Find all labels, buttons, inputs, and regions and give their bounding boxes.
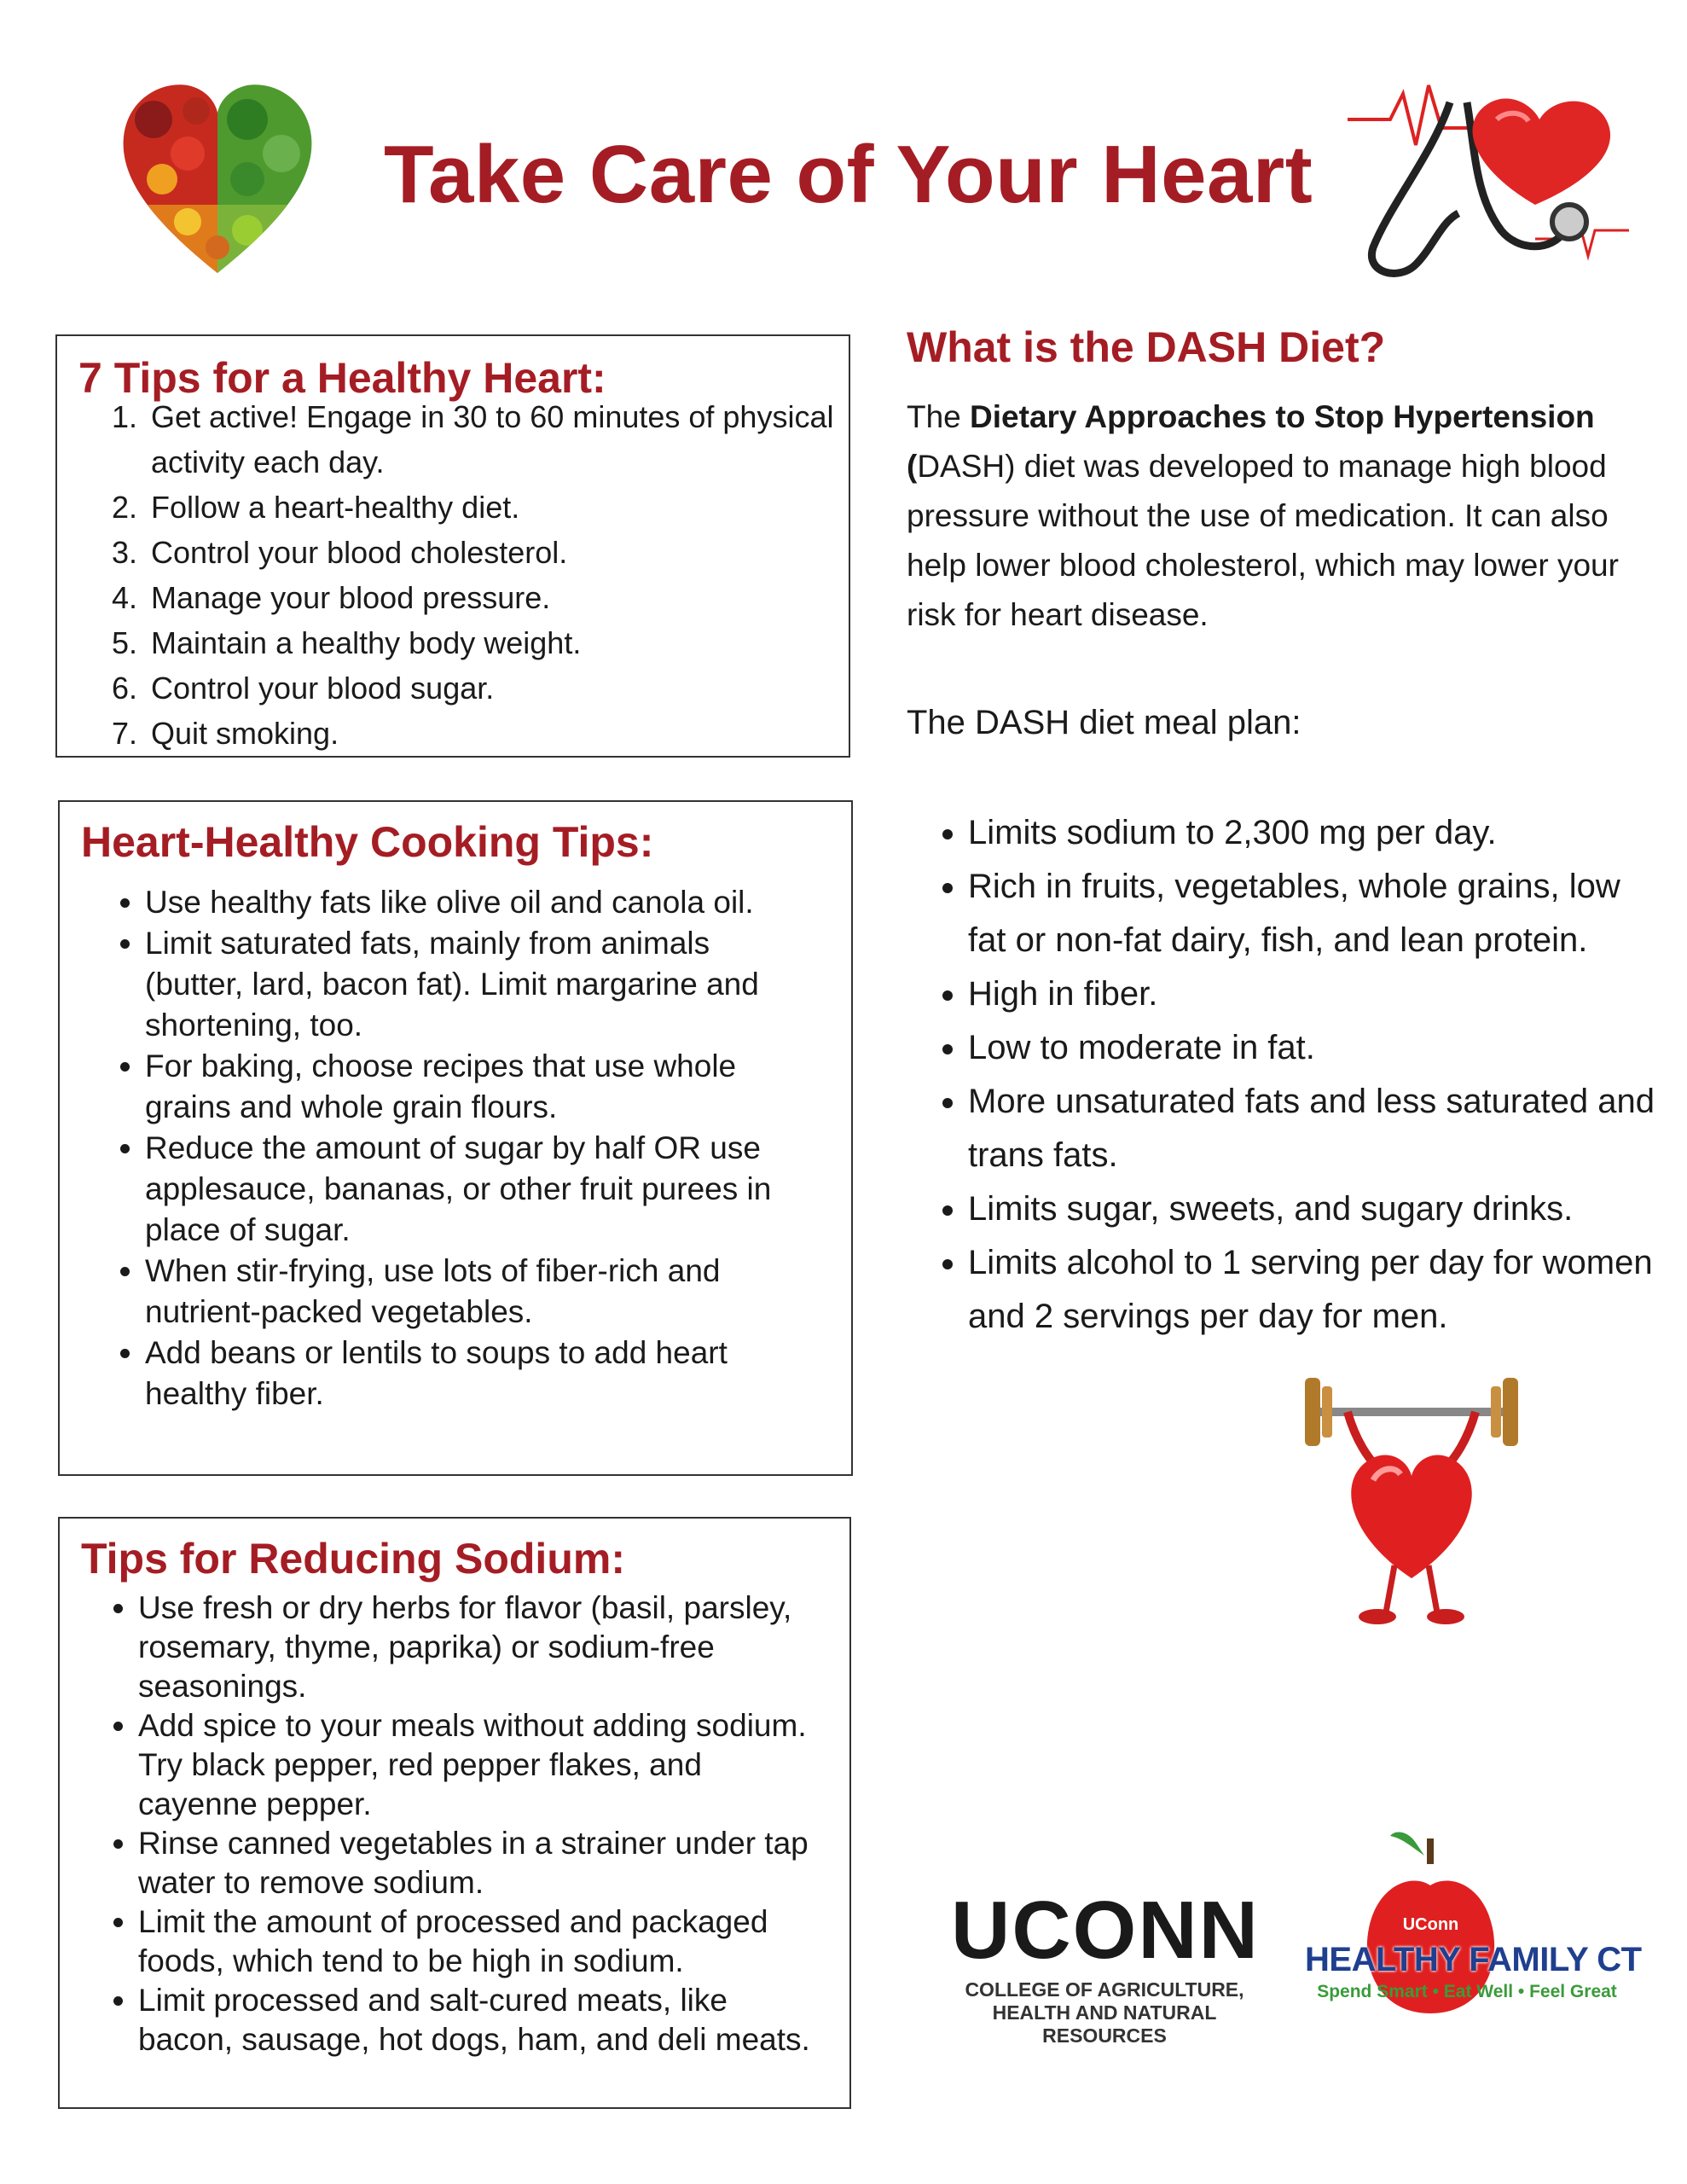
list-item: • Use healthy fats like olive oil and canola oil. — [145, 882, 793, 923]
dash-heading: What is the DASH Diet? — [907, 323, 1386, 371]
dash-plan-list — [907, 806, 1657, 1344]
list-item: 6. Control your blood sugar. — [146, 665, 849, 711]
list-item: • More unsaturated fats and less saturated and trans fats. — [968, 1075, 1657, 1182]
dash-intro-rest: DASH) diet was developed to manage high blood pressure without the use of medication. It can also help lower blood cholesterol, which may lower your risk for heart disease. — [907, 449, 1619, 632]
list-item: 2. Follow a heart-healthy diet. — [146, 485, 849, 530]
list-item: • Limit processed and salt-cured meats, like bacon, sausage, hot dogs, ham, and deli meats. — [138, 1981, 820, 2059]
list-item: 1. Get active! Engage in 30 to 60 minutes of physical activity each day. — [146, 394, 849, 485]
list-item: • High in fiber. — [968, 967, 1657, 1021]
produce-heart-image — [119, 77, 316, 282]
list-item: • Limits sugar, sweets, and sugary drinks. — [968, 1182, 1657, 1236]
uconn-subtitle-line-2: HEALTH AND NATURAL — [992, 2001, 1217, 2024]
cooking-tips-box — [58, 800, 853, 1476]
healthy-heart-tips-heading: 7 Tips for a Healthy Heart: — [78, 354, 606, 402]
list-item: 3. Control your blood cholesterol. — [146, 530, 849, 575]
hfct-tagline: Spend Smart • Eat Well • Feel Great — [1317, 1982, 1617, 2001]
page-title: Take Care of Your Heart — [384, 129, 1313, 220]
uconn-subtitle-line-1: COLLEGE OF AGRICULTURE, — [965, 1978, 1244, 2001]
list-item: • Low to moderate in fat. — [968, 1021, 1657, 1075]
weightlifting-heart-image — [1288, 1365, 1535, 1638]
uconn-wordmark: UCONN — [951, 1885, 1260, 1976]
list-item: • Limits alcohol to 1 serving per day for women and 2 servings per day for men. — [968, 1236, 1657, 1344]
list-item: • When stir-frying, use lots of fiber-rich and nutrient-packed vegetables. — [145, 1251, 793, 1333]
dash-intro — [907, 392, 1657, 640]
uconn-subtitle-line-3: RESOURCES — [1042, 2024, 1167, 2047]
cooking-tips-heading: Heart-Healthy Cooking Tips: — [81, 818, 654, 866]
healthy-family-ct-logo — [1305, 1826, 1642, 2022]
list-item: 5. Maintain a healthy body weight. — [146, 620, 849, 665]
list-item: • Add beans or lentils to soups to add heart healthy fiber. — [145, 1333, 793, 1414]
list-item: • Use fresh or dry herbs for flavor (basil, parsley, rosemary, thyme, paprika) or sodium-free seasonings. — [138, 1589, 820, 1706]
uconn-logo — [951, 1885, 1260, 2048]
list-item: • Reduce the amount of sugar by half OR use applesauce, bananas, or other fruit purees in place of sugar. — [145, 1128, 793, 1251]
list-item: • For baking, choose recipes that use whole grains and whole grain flours. — [145, 1046, 793, 1128]
dash-list-wrap — [907, 806, 1657, 1344]
list-item: 4. Manage your blood pressure. — [146, 575, 849, 620]
list-item: • Add spice to your meals without adding sodium. Try black pepper, red pepper flakes, and cayenne pepper. — [138, 1706, 820, 1824]
cooking-tips-list — [81, 882, 793, 1414]
hfct-name: HEALTHY FAMILY CT — [1305, 1941, 1642, 1978]
list-item: • Rich in fruits, vegetables, whole grains, low fat or non-fat dairy, fish, and lean protein. — [968, 860, 1657, 967]
list-item: 7. Quit smoking. — [146, 711, 849, 756]
sodium-tips-heading: Tips for Reducing Sodium: — [81, 1535, 625, 1583]
sodium-tips-box — [58, 1517, 851, 2109]
list-item: • Limit saturated fats, mainly from animals (butter, lard, bacon fat). Limit margarine and shortening, too. — [145, 923, 793, 1046]
list-item: • Limits sodium to 2,300 mg per day. — [968, 806, 1657, 860]
dash-intro-bold: Dietary Approaches to Stop Hypertension ( — [907, 399, 1595, 484]
list-item: • Limit the amount of processed and packaged foods, which tend to be high in sodium. — [138, 1902, 820, 1981]
hfct-top-label: UConn — [1402, 1915, 1459, 1934]
stethoscope-heart-image — [1339, 68, 1629, 290]
healthy-heart-tips-box — [55, 334, 850, 758]
sodium-tips-list — [81, 1589, 820, 2059]
dash-plan-label: The DASH diet meal plan: — [907, 704, 1301, 741]
dash-intro-the: The — [907, 399, 971, 434]
list-item: • Rinse canned vegetables in a strainer under tap water to remove sodium. — [138, 1824, 820, 1902]
healthy-heart-tips-list — [78, 394, 849, 756]
